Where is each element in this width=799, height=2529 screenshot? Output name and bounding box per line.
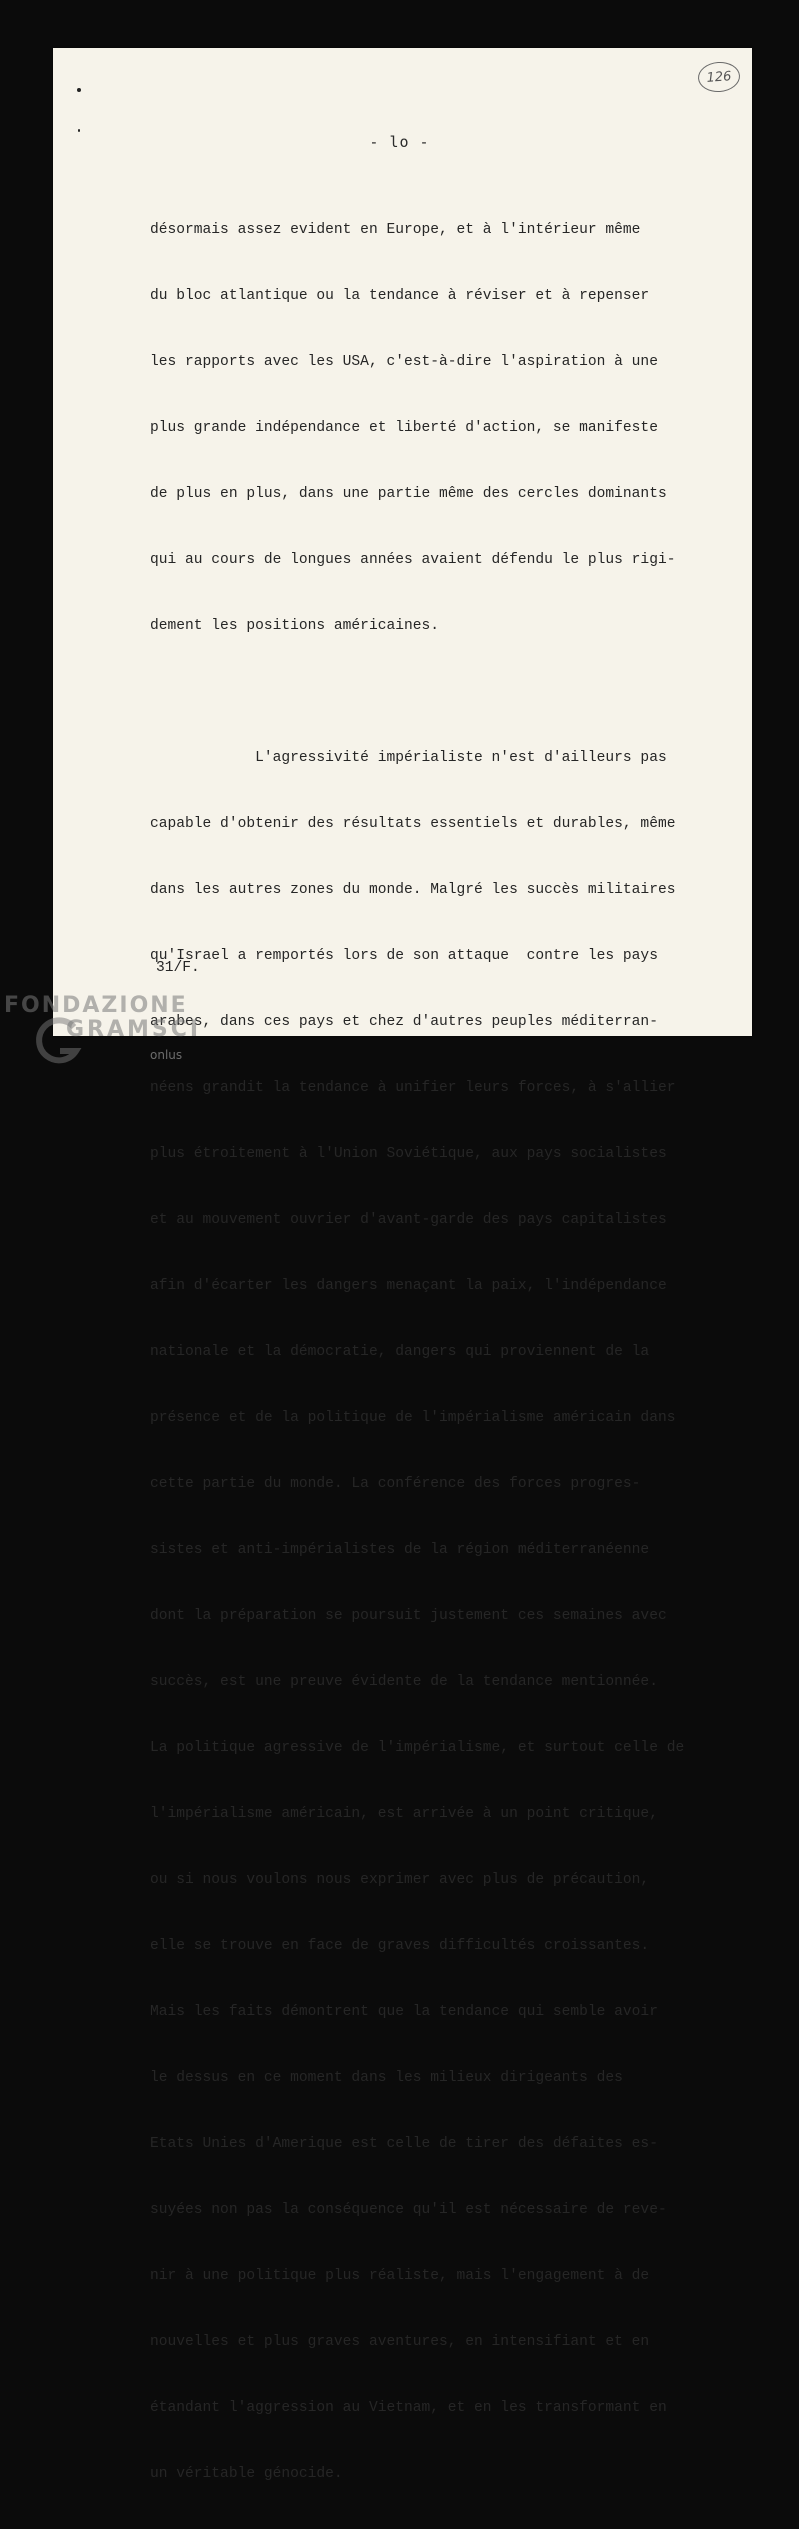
text-line: capable d'obtenir des résultats essentiels et durables, même: [150, 816, 676, 832]
text-line: qui au cours de longues années avaient défendu le plus rigi-: [150, 552, 676, 568]
text-line: suyées non pas la conséquence qu'il est nécessaire de reve-: [150, 2202, 667, 2218]
text-line: l'impérialisme américain, est arrivée à un point critique,: [150, 1806, 658, 1822]
text-line: plus étroitement à l'Union Soviétique, aux pays socialistes: [150, 1146, 667, 1162]
archive-number-text: 126: [706, 68, 732, 86]
text-line: L'agressivité impérialiste n'est d'ailleurs pas: [150, 750, 667, 766]
text-line: désormais assez evident en Europe, et à l'intérieur même: [150, 222, 641, 238]
paragraph-2: [150, 703, 695, 2529]
ink-speck: [77, 88, 81, 92]
ink-speck: [78, 129, 80, 132]
watermark-line-3: onlus: [150, 1048, 183, 1062]
text-line: ou si nous voulons nous exprimer avec plus de précaution,: [150, 1872, 650, 1888]
text-line: elle se trouve en face de graves difficultés croissantes.: [150, 1938, 650, 1954]
paragraph-1: [150, 175, 695, 681]
text-line: nir à une politique plus réaliste, mais l'engagement à de: [150, 2268, 650, 2284]
watermark-line-1: FONDAZIONE: [4, 993, 188, 1018]
text-line: un véritable génocide.: [150, 2466, 343, 2482]
document-code: 31/F.: [156, 960, 200, 976]
fondazione-gramsci-watermark: [4, 993, 204, 1073]
text-line: Mais les faits démontrent que la tendance qui semble avoir: [150, 2004, 658, 2020]
text-line: de plus en plus, dans une partie même des cercles dominants: [150, 486, 667, 502]
text-line: arabes, dans ces pays et chez d'autres peuples méditerran-: [150, 1014, 658, 1030]
text-line: plus grande indépendance et liberté d'action, se manifeste: [150, 420, 658, 436]
text-line: sistes et anti-impérialistes de la région méditerranéenne: [150, 1542, 650, 1558]
text-line: nationale et la démocratie, dangers qui proviennent de la: [150, 1344, 650, 1360]
text-line: dont la préparation se poursuit justement ces semaines avec: [150, 1608, 667, 1624]
text-line: néens grandit la tendance à unifier leurs forces, à s'allier: [150, 1080, 676, 1096]
text-line: succès, est une preuve évidente de la tendance mentionnée.: [150, 1674, 658, 1690]
text-line: Etats Unies d'Amerique est celle de tirer des défaites es-: [150, 2136, 658, 2152]
text-line: qu'Israel a remportés lors de son attaque contre les pays: [150, 948, 658, 964]
text-line: les rapports avec les USA, c'est-à-dire l'aspiration à une: [150, 354, 658, 370]
text-line: La politique agressive de l'impérialisme, et surtout celle de: [150, 1740, 685, 1756]
text-line: le dessus en ce moment dans les milieux dirigeants des: [150, 2070, 623, 2086]
text-line: du bloc atlantique ou la tendance à réviser et à repenser: [150, 288, 650, 304]
watermark-line-2: GRAMSCI: [66, 1017, 202, 1042]
text-line: nouvelles et plus graves aventures, en intensifiant et en: [150, 2334, 650, 2350]
text-line: et au mouvement ouvrier d'avant-garde des pays capitalistes: [150, 1212, 667, 1228]
text-line: étandant l'aggression au Vietnam, et en les transformant en: [150, 2400, 667, 2416]
text-line: cette partie du monde. La conférence des forces progres-: [150, 1476, 641, 1492]
page-number: - lo -: [369, 133, 430, 151]
text-line: dement les positions américaines.: [150, 618, 440, 634]
document-body: [150, 175, 695, 2529]
text-line: afin d'écarter les dangers menaçant la paix, l'indépendance: [150, 1278, 667, 1294]
text-line: présence et de la politique de l'impérialisme américain dans: [150, 1410, 676, 1426]
text-line: dans les autres zones du monde. Malgré les succès militaires: [150, 882, 676, 898]
